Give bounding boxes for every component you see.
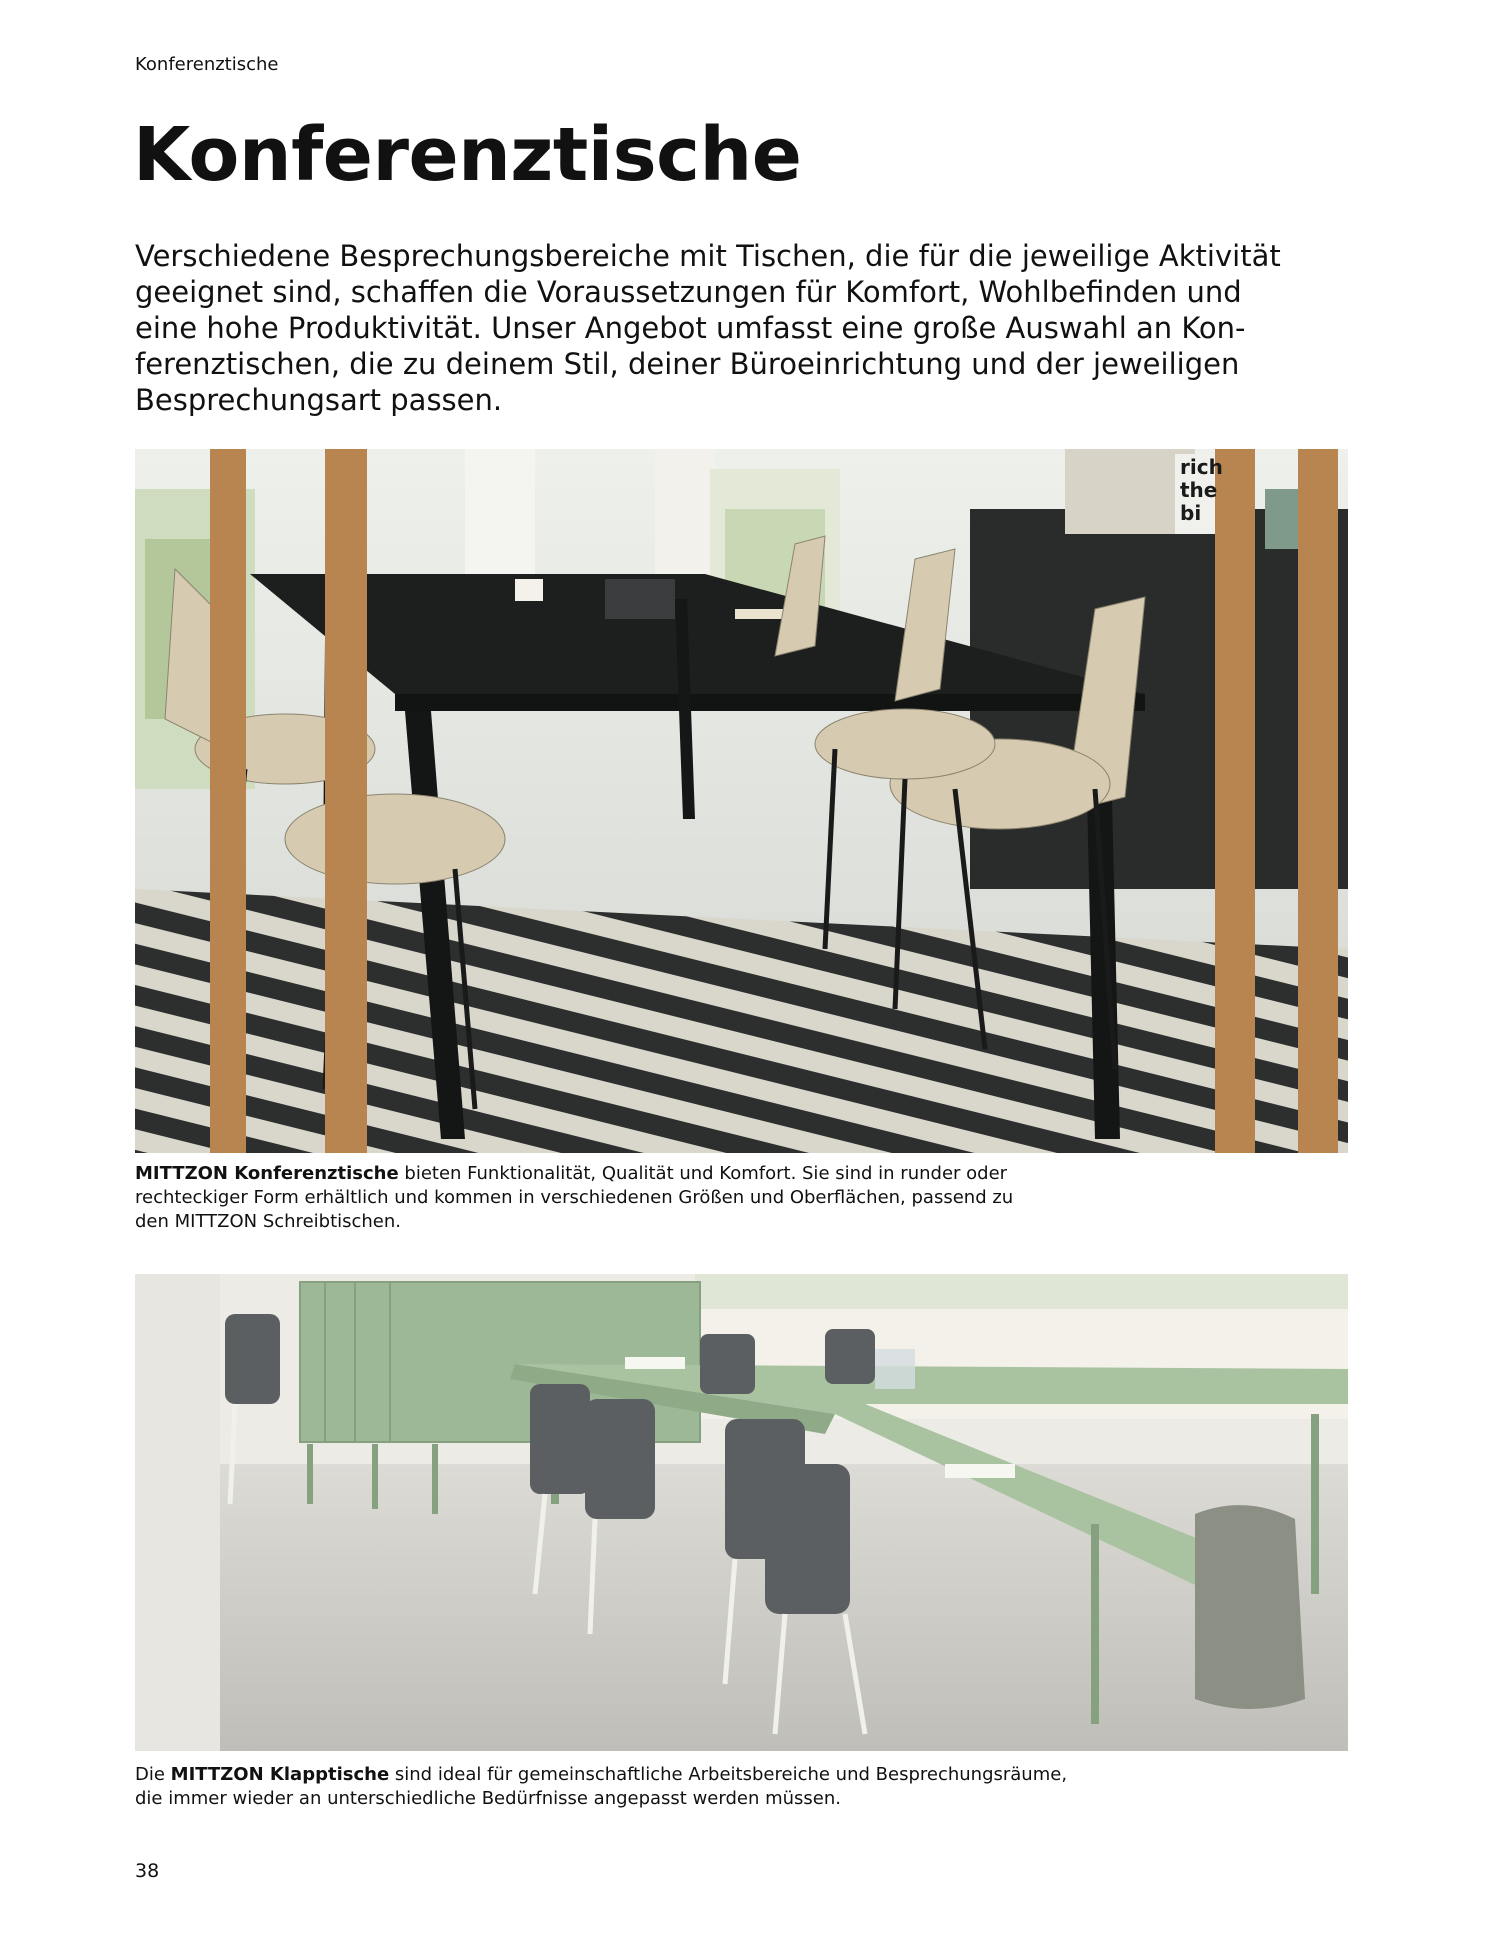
intro-line: eine hohe Produktivität. Unser Angebot umfasst eine große Auswahl an Kon- [135, 311, 1246, 345]
page-title: Konferenztische [133, 112, 802, 198]
caption-product-name: MITTZON Konferenztische [135, 1163, 399, 1184]
photo-caption [135, 1162, 1095, 1234]
caption-text: Die [135, 1764, 171, 1785]
sign-text: bi [1180, 501, 1202, 525]
caption-product-name: MITTZON Klapptische [170, 1764, 390, 1785]
caption-text: bieten Funktionalität, Qualität und Komfort. Sie sind in runder oder [398, 1163, 1008, 1184]
conference-table-photo [135, 449, 1348, 1153]
intro-paragraph [135, 238, 1281, 418]
caption-line: die immer wieder an unterschiedliche Bedürfnisse angepasst werden müssen. [135, 1788, 841, 1809]
intro-line: geeignet sind, schaffen die Voraussetzungen für Komfort, Wohlbefinden und [135, 275, 1242, 309]
caption-line [135, 1162, 1095, 1186]
photo-caption [135, 1763, 1095, 1811]
breadcrumb[interactable]: Konferenztische [135, 54, 279, 75]
intro-line: ferenztischen, die zu deinem Stil, deiner Büroeinrichtung und der jeweiligen [135, 347, 1240, 381]
intro-line: Besprechungsart passen. [135, 383, 503, 417]
sign-text: rich [1180, 455, 1223, 479]
sign-text: the [1180, 478, 1218, 502]
page-number: 38 [135, 1860, 160, 1882]
folding-table-photo [135, 1274, 1348, 1751]
intro-line: Verschiedene Besprechungsbereiche mit Tischen, die für die jeweilige Aktivität [135, 239, 1281, 273]
caption-line [135, 1763, 1095, 1787]
caption-line: rechteckiger Form erhältlich und kommen in verschiedenen Größen und Oberflächen, passend zu [135, 1187, 1014, 1208]
caption-text: sind ideal für gemeinschaftliche Arbeitsbereiche und Besprechungsräume, [389, 1764, 1068, 1785]
caption-line: den MITTZON Schreibtischen. [135, 1211, 402, 1232]
